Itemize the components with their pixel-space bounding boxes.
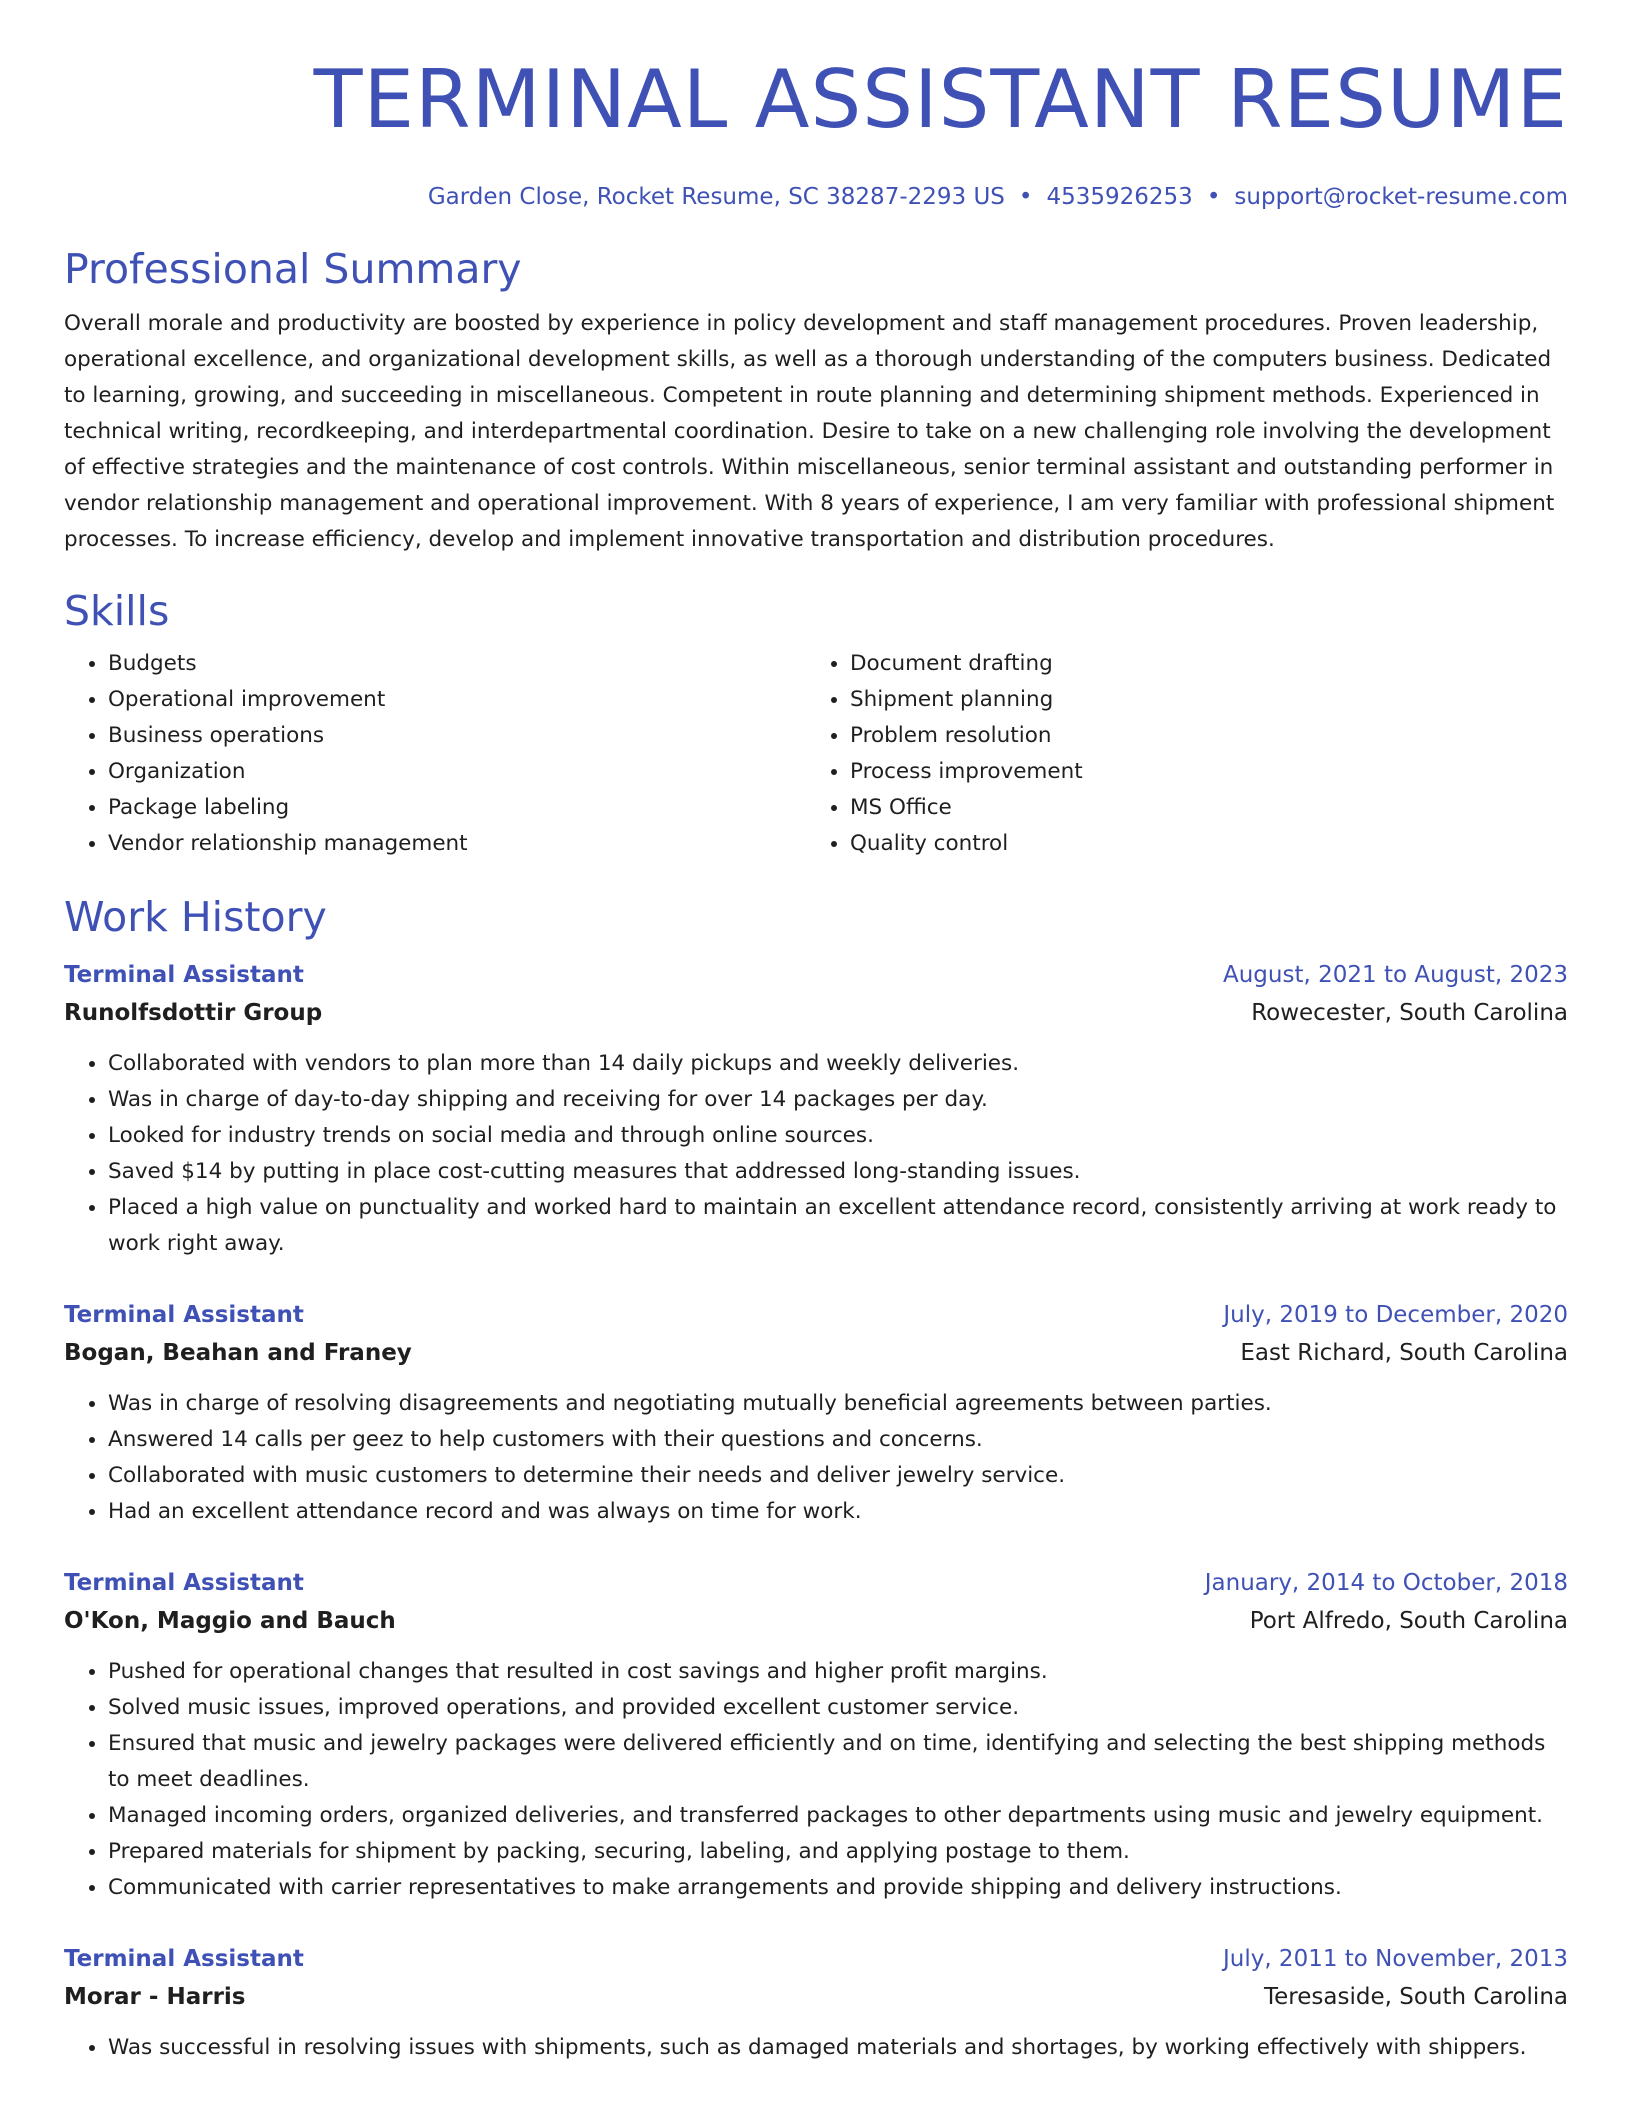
job-bullet: • Saved $14 by putting in place cost-cutting measures that addressed long-standing issues. [108, 1154, 1568, 1190]
job-bullet: • Managed incoming orders, organized deliveries, and transferred packages to other departments using music and jewelry equipment. [108, 1798, 1568, 1834]
summary-text: Overall morale and productivity are boosted by experience in policy development and staff management procedures. Proven leadership, operational excellence, and organizational development skills, as well as a thorough understanding of the computers business. Dedicated to learning, growing, and succeeding in miscellaneous. Competent in route planning and determining shipment methods. Experienced in technical writing, recordkeeping, and interdepartmental coordination. Desire to take on a new challenging role involving the development of effective strategies and the maintenance of cost controls. Within miscellaneous, senior terminal assistant and outstanding performer in vendor relationship management and operational improvement. With 8 years of experience, I am very familiar with professional shipment processes. To increase efficiency, develop and implement innovative transportation and distribution procedures. [64, 311, 1555, 552]
job-dates: January, 2014 to October, 2018 [1204, 1570, 1568, 1596]
job-dates: July, 2011 to November, 2013 [1222, 1946, 1568, 1972]
skill-item: • Problem resolution [850, 718, 1548, 754]
job-dates: July, 2019 to December, 2020 [1223, 1302, 1568, 1328]
job-bullets [64, 1654, 1568, 1906]
job-bullets [64, 2030, 1568, 2066]
job-bullet: • Placed a high value on punctuality and worked hard to maintain an excellent attendance record, consistently arriving at work ready to work right away. [108, 1190, 1568, 1262]
job-bullets [64, 1386, 1568, 1530]
job-entry [64, 1940, 1568, 2066]
summary-heading: Professional Summary [64, 245, 522, 293]
job-entry [64, 1296, 1568, 1530]
skill-item: • MS Office [850, 790, 1548, 826]
skill-item: • Process improvement [850, 754, 1548, 790]
job-bullet: • Had an excellent attendance record and was always on time for work. [108, 1494, 1568, 1530]
skill-item: • Business operations [108, 718, 806, 754]
work-history-heading: Work History [64, 893, 327, 941]
skill-item: • Organization [108, 754, 806, 790]
skill-item: • Vendor relationship management [108, 826, 806, 862]
job-title: Terminal Assistant [64, 1946, 304, 1972]
job-bullet: • Pushed for operational changes that resulted in cost savings and higher profit margins. [108, 1654, 1568, 1690]
job-entry [64, 956, 1568, 1262]
contact-line [64, 182, 1568, 212]
skills-list [64, 646, 1568, 862]
skills-column-right [806, 646, 1548, 862]
job-title: Terminal Assistant [64, 1302, 304, 1328]
contact-separator: • [1018, 184, 1033, 210]
job-location: East Richard, South Carolina [1240, 1340, 1568, 1366]
skill-item: • Quality control [850, 826, 1548, 862]
job-company: O'Kon, Maggio and Bauch [64, 1608, 396, 1634]
resume-name: TERMINAL ASSISTANT RESUME [313, 53, 1568, 146]
skills-heading: Skills [64, 587, 170, 635]
job-title: Terminal Assistant [64, 962, 304, 988]
job-title: Terminal Assistant [64, 1570, 304, 1596]
job-bullet: • Looked for industry trends on social media and through online sources. [108, 1118, 1568, 1154]
job-bullet: • Collaborated with vendors to plan more than 14 daily pickups and weekly deliveries. [108, 1046, 1568, 1082]
skills-column-left [64, 646, 806, 862]
job-bullet: • Ensured that music and jewelry packages were delivered efficiently and on time, identifying and selecting the best shipping methods to meet deadlines. [108, 1726, 1568, 1798]
job-bullet: • Was in charge of day-to-day shipping and receiving for over 14 packages per day. [108, 1082, 1568, 1118]
job-company: Morar - Harris [64, 1984, 246, 2010]
job-location: Rowecester, South Carolina [1251, 1000, 1568, 1026]
skill-item: • Budgets [108, 646, 806, 682]
resume-header [64, 0, 1568, 212]
job-company: Bogan, Beahan and Franey [64, 1340, 412, 1366]
job-bullet: • Was successful in resolving issues with shipments, such as damaged materials and shortages, by working effectively with shippers. [108, 2030, 1568, 2066]
skill-item: • Document drafting [850, 646, 1548, 682]
skill-item: • Shipment planning [850, 682, 1548, 718]
job-entry [64, 1564, 1568, 1906]
skill-item: • Package labeling [108, 790, 806, 826]
job-bullet: • Answered 14 calls per geez to help customers with their questions and concerns. [108, 1422, 1568, 1458]
skill-item: • Operational improvement [108, 682, 806, 718]
contact-phone: 4535926253 [1046, 184, 1193, 210]
resume-page [64, 0, 1568, 2066]
job-bullet: • Was in charge of resolving disagreements and negotiating mutually beneficial agreements between parties. [108, 1386, 1568, 1422]
job-dates: August, 2021 to August, 2023 [1223, 962, 1568, 988]
job-bullets [64, 1046, 1568, 1262]
job-bullet: • Prepared materials for shipment by packing, securing, labeling, and applying postage to them. [108, 1834, 1568, 1870]
contact-email[interactable]: support@rocket-resume.com [1234, 184, 1568, 210]
job-bullet: • Communicated with carrier representatives to make arrangements and provide shipping and delivery instructions. [108, 1870, 1568, 1906]
job-location: Port Alfredo, South Carolina [1249, 1608, 1568, 1634]
job-bullet: • Collaborated with music customers to determine their needs and deliver jewelry service. [108, 1458, 1568, 1494]
contact-address: Garden Close, Rocket Resume, SC 38287-2293 US [427, 184, 1005, 210]
job-location: Teresaside, South Carolina [1264, 1984, 1568, 2010]
job-bullet: • Solved music issues, improved operations, and provided excellent customer service. [108, 1690, 1568, 1726]
job-company: Runolfsdottir Group [64, 1000, 323, 1026]
contact-separator: • [1206, 184, 1221, 210]
